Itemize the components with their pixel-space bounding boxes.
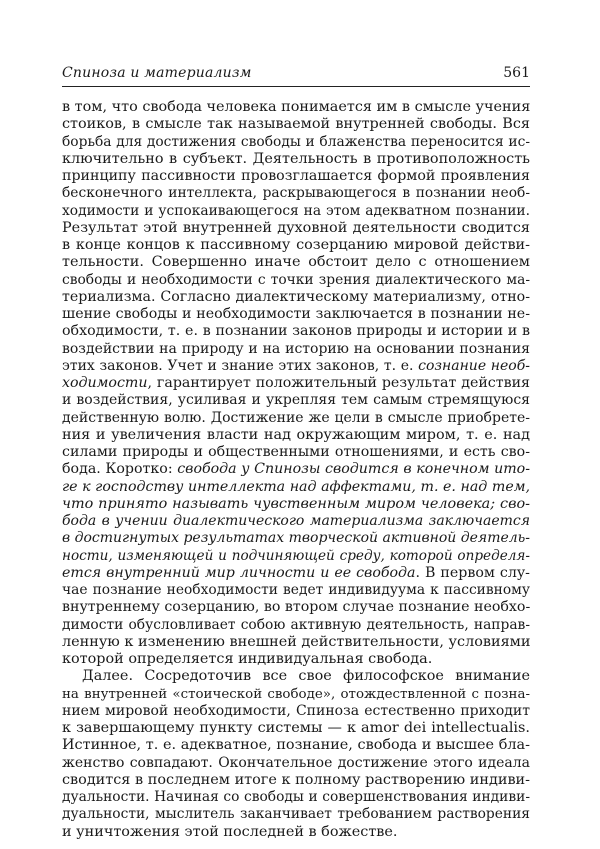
text-line: [62, 272, 530, 289]
text-line: [62, 116, 530, 133]
text-segment: нием мировой необходимости, Спиноза естественно приходит: [62, 702, 530, 719]
text-segment: принципу пассивности провозглашается формой проявления: [62, 168, 530, 184]
text-segment: Далее. Сосредоточив все свое философское внимание: [82, 668, 530, 685]
text-line: [62, 323, 530, 340]
text-segment: и уничтожения этой последней в божестве.: [62, 823, 398, 840]
italic-text-segment: что принято называть чувственным миром человека; сво-: [62, 495, 530, 512]
text-line: [62, 461, 530, 478]
running-head: [62, 62, 530, 87]
text-segment: ленную к изменению внешней действительности, условиями: [62, 633, 531, 650]
text-line: [62, 720, 530, 737]
italic-text-segment: сознание необ-: [418, 357, 530, 374]
text-line: [62, 530, 530, 547]
text-segment: которой определяется индивидуальная свобода.: [62, 651, 433, 667]
text-segment: ключительно в субъект. Деятельность в противоположность: [62, 150, 530, 167]
text-line: [62, 617, 530, 634]
text-segment: бесконечного интеллекта, раскрывающегося в познании необ-: [62, 185, 530, 202]
italic-text-segment: ности, изменяющей и подчиняющей среду, которой определя-: [62, 547, 530, 564]
text-segment: ходимости и успокаивающегося на этом адекватном познании.: [62, 202, 530, 219]
text-line: [62, 496, 530, 513]
text-line: [62, 686, 530, 703]
text-segment: бода. Коротко:: [62, 461, 178, 478]
text-line: [62, 289, 530, 306]
text-segment: Результат этой внутренней духовной деятельности сводится: [62, 219, 530, 236]
text-line: [62, 651, 530, 668]
text-line: [62, 737, 530, 754]
text-segment: силами природы и общественными отношениями, и есть сво-: [62, 444, 530, 460]
text-line: [62, 237, 530, 254]
text-segment: свободы и необходимости с точки зрения диалектического ма-: [62, 271, 530, 288]
text-line: [62, 513, 530, 530]
text-line: [62, 599, 530, 616]
text-line: [62, 582, 530, 599]
italic-text-segment: свобода у Спинозы сводится в конечном ито-: [177, 461, 531, 478]
text-line: [62, 755, 530, 772]
italic-text-segment: ге к господству интеллекта над аффектами, т. е. над тем,: [62, 478, 530, 495]
text-segment: дуальности. Начиная со свободы и совершенствования индиви-: [62, 789, 530, 805]
text-line: [62, 254, 530, 271]
italic-text-segment: ходимости: [62, 375, 148, 391]
text-segment: тельности. Совершенно иначе обстоит дело с отношением: [62, 254, 530, 271]
text-line: [62, 203, 530, 220]
page-number: 561: [503, 65, 530, 81]
text-line: [62, 410, 530, 427]
text-line: [62, 134, 530, 151]
text-segment: , гарантирует положительный результат действия: [147, 375, 530, 391]
text-segment: сводится в последнем итоге к полному растворению индиви-: [62, 771, 530, 788]
text-segment: воздействии на природу и на историю на основании познания: [62, 340, 530, 357]
text-line: [62, 789, 530, 806]
text-line: [62, 444, 530, 461]
text-segment: чае познание необходимости ведет индивидуума к пассивному: [62, 582, 530, 598]
text-segment: . В первом слу-: [415, 564, 530, 581]
text-line: [62, 306, 530, 323]
text-segment: Истинное, т. е. адекватное, познание, свобода и высшее бла-: [62, 737, 530, 754]
text-line: [62, 703, 530, 720]
text-segment: обходимости, т. е. в познании законов природы и истории и в: [62, 323, 530, 340]
text-line: [62, 392, 530, 409]
text-segment: внутреннему созерцанию, во втором случае познание необхо-: [62, 599, 531, 616]
text-line: [62, 634, 530, 651]
text-line: [62, 806, 530, 823]
text-line: [62, 185, 530, 202]
text-segment: в том, что свобода человека понимается им в смысле учения: [62, 99, 531, 115]
text-line: [62, 772, 530, 789]
text-segment: димости обусловливает собою активную деятельность, направ-: [62, 616, 530, 633]
text-line: [62, 220, 530, 237]
text-segment: этих законов. Учет и знание этих законов, т. е.: [62, 357, 419, 374]
text-line: [62, 358, 530, 375]
text-line: [62, 565, 530, 582]
text-line: [62, 668, 530, 685]
text-segment: борьба для достижения свободы и блаженства переносится ис-: [62, 133, 530, 150]
italic-text-segment: ется внутренний мир личности и ее свобода: [62, 564, 416, 581]
italic-text-segment: бода в учении диалектического материализма заключается: [62, 513, 530, 529]
running-title: Спиноза и материализм: [62, 65, 252, 81]
text-segment: шение свободы и необходимости заключается в познании не-: [62, 306, 530, 322]
text-line: [62, 151, 530, 168]
text-segment: дуальности, мыслитель заканчивает требованием растворения: [62, 806, 530, 823]
text-segment: ния и увеличения власти над окружающим миром, т. е. над: [62, 426, 530, 443]
text-line: [62, 375, 530, 392]
text-segment: в конце концов к пассивному созерцанию мировой действи-: [62, 237, 530, 253]
text-line: [62, 824, 530, 841]
text-line: [62, 341, 530, 358]
text-segment: женство совпадают. Окончательное достижение этого идеала: [62, 754, 530, 771]
text-line: [62, 99, 530, 116]
text-line: [62, 479, 530, 496]
text-segment: действенную волю. Достижение же цели в смысле приобрете-: [62, 409, 530, 426]
text-line: [62, 548, 530, 565]
text-segment: териализма. Согласно диалектическому материализму, отно-: [62, 288, 530, 305]
text-segment: на внутренней «стоической свободе», отождествленной с позна-: [62, 686, 530, 702]
italic-text-segment: в достигнутых результатах творческой активной деятель-: [62, 530, 531, 547]
text-segment: стоиков, в смысле так называемой внутренней свободы. Вся: [62, 116, 530, 133]
text-line: [62, 168, 530, 185]
text-segment: к завершающему пункту системы — к amor dei intellectualis.: [62, 720, 530, 736]
text-line: [62, 427, 530, 444]
body-text: [62, 99, 530, 841]
text-segment: и воздействия, усиливая и укрепляя тем самым стремящуюся: [62, 392, 530, 409]
